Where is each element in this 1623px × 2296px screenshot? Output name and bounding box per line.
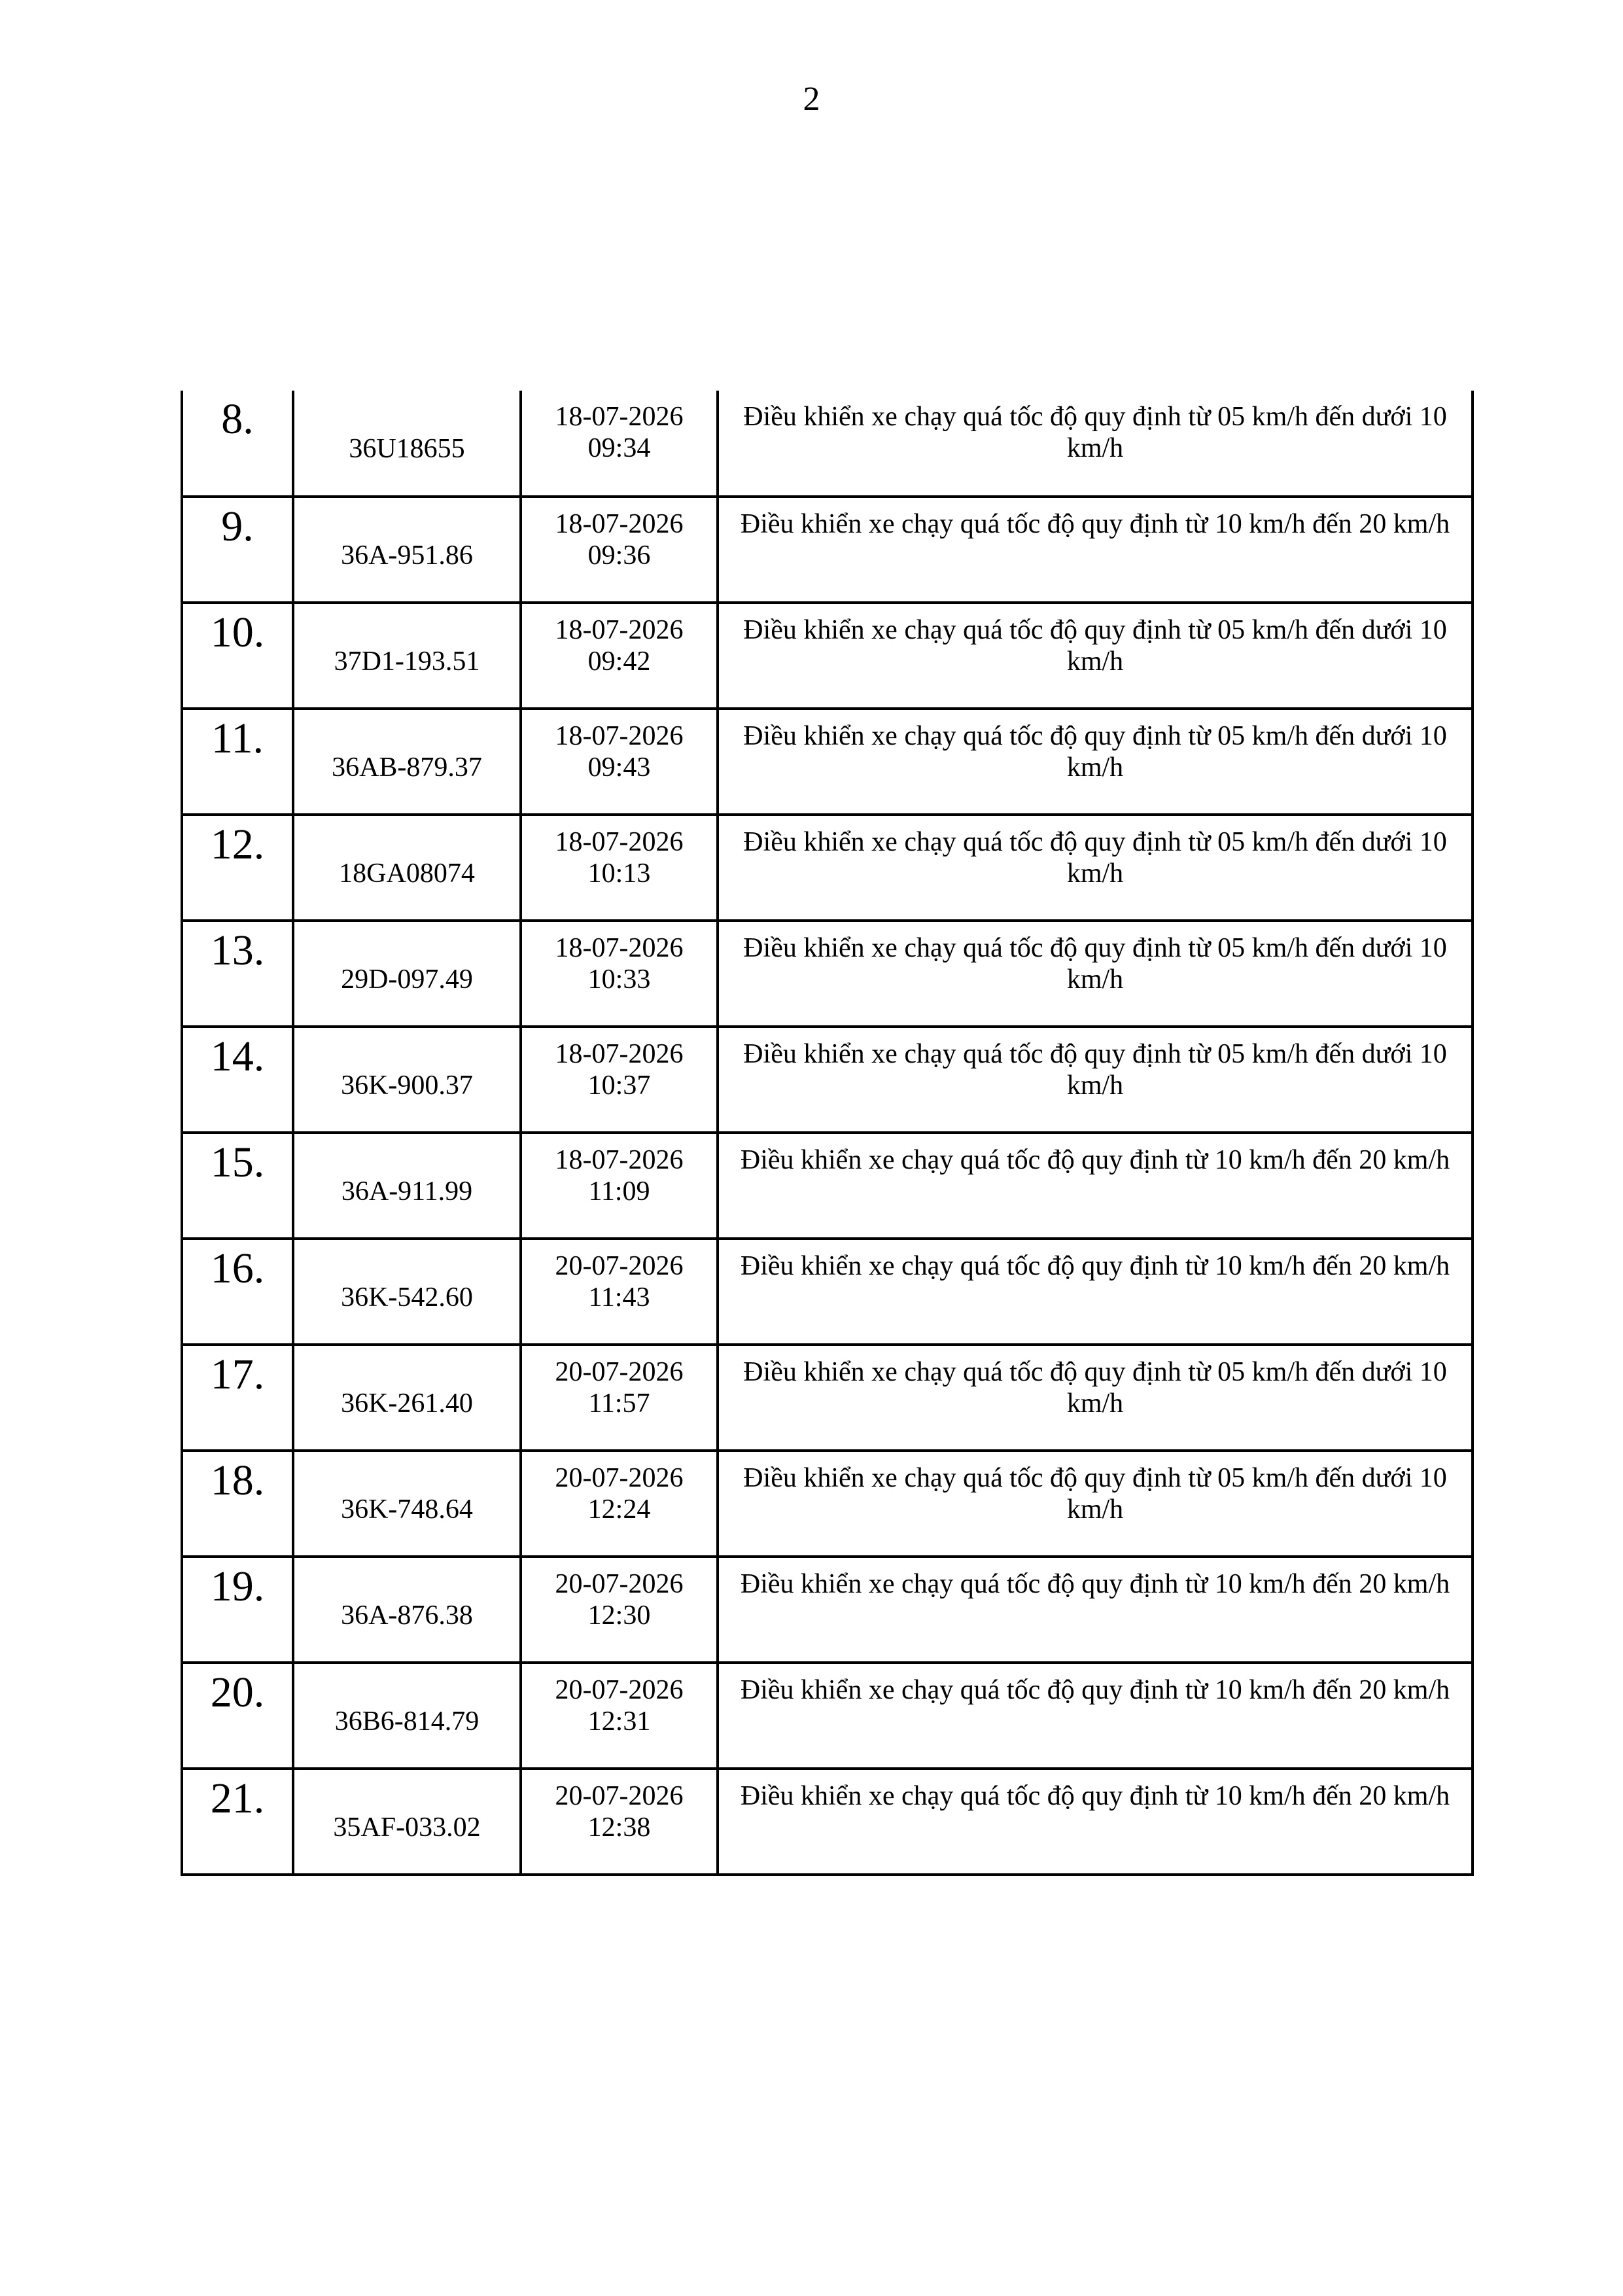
- violation-time: 10:13: [587, 858, 651, 889]
- table-row: [182, 1663, 1473, 1769]
- row-number: 21.: [182, 1769, 293, 1875]
- violation-date: 20-07-2026: [555, 1675, 684, 1705]
- violation-date: 18-07-2026: [555, 1145, 684, 1175]
- table-row: [182, 709, 1473, 815]
- violation-date: 20-07-2026: [555, 1569, 684, 1599]
- table-row: [182, 1769, 1473, 1875]
- table-row: [182, 497, 1473, 603]
- license-plate: 36A-911.99: [293, 1133, 521, 1239]
- row-number: 20.: [182, 1663, 293, 1769]
- violation-time: 09:43: [587, 752, 651, 783]
- violation-datetime: [521, 921, 718, 1027]
- violation-datetime: [521, 1557, 718, 1663]
- violation-datetime: [521, 1133, 718, 1239]
- table-row: [182, 1027, 1473, 1133]
- violation-time: 12:31: [587, 1706, 651, 1737]
- violation-description: Điều khiển xe chạy quá tốc độ quy định từ 05 km/h đến dưới 10 km/h: [718, 1345, 1473, 1451]
- violation-time: 09:36: [587, 540, 651, 571]
- table-row: [182, 1557, 1473, 1663]
- license-plate: 36AB-879.37: [293, 709, 521, 815]
- violation-time: 12:24: [587, 1494, 651, 1525]
- violation-description: Điều khiển xe chạy quá tốc độ quy định từ 10 km/h đến 20 km/h: [718, 497, 1473, 603]
- table-row: [182, 1451, 1473, 1557]
- table-row: [182, 815, 1473, 921]
- violation-datetime: [521, 1239, 718, 1345]
- violation-description: Điều khiển xe chạy quá tốc độ quy định từ 10 km/h đến 20 km/h: [718, 1239, 1473, 1345]
- violation-time: 12:38: [587, 1812, 651, 1843]
- violation-description: Điều khiển xe chạy quá tốc độ quy định từ 05 km/h đến dưới 10 km/h: [718, 921, 1473, 1027]
- violation-date: 18-07-2026: [555, 615, 684, 645]
- violation-time: 11:43: [588, 1282, 650, 1313]
- table-row: [182, 391, 1473, 497]
- violation-datetime: [521, 709, 718, 815]
- table-row: [182, 1239, 1473, 1345]
- violation-description: Điều khiển xe chạy quá tốc độ quy định từ 10 km/h đến 20 km/h: [718, 1769, 1473, 1875]
- row-number: 15.: [182, 1133, 293, 1239]
- table-row: [182, 1133, 1473, 1239]
- violation-datetime: [521, 1663, 718, 1769]
- violation-date: 20-07-2026: [555, 1781, 684, 1811]
- row-number: 14.: [182, 1027, 293, 1133]
- violation-time: 11:57: [588, 1388, 650, 1419]
- license-plate: 36K-261.40: [293, 1345, 521, 1451]
- license-plate: 36B6-814.79: [293, 1663, 521, 1769]
- row-number: 10.: [182, 603, 293, 709]
- violation-date: 18-07-2026: [555, 509, 684, 539]
- row-number: 13.: [182, 921, 293, 1027]
- violation-time: 10:37: [587, 1070, 651, 1101]
- license-plate: 36U18655: [293, 391, 521, 497]
- violation-description: Điều khiển xe chạy quá tốc độ quy định từ 05 km/h đến dưới 10 km/h: [718, 391, 1473, 497]
- license-plate: 36K-542.60: [293, 1239, 521, 1345]
- violation-time: 12:30: [587, 1600, 651, 1631]
- table-row: [182, 603, 1473, 709]
- violation-datetime: [521, 1769, 718, 1875]
- license-plate: 36K-748.64: [293, 1451, 521, 1557]
- violation-time: 10:33: [587, 964, 651, 995]
- row-number: 11.: [182, 709, 293, 815]
- violation-date: 20-07-2026: [555, 1357, 684, 1387]
- violation-date: 18-07-2026: [555, 827, 684, 857]
- row-number: 17.: [182, 1345, 293, 1451]
- violation-description: Điều khiển xe chạy quá tốc độ quy định từ 10 km/h đến 20 km/h: [718, 1133, 1473, 1239]
- violations-table: [181, 391, 1474, 1876]
- license-plate: 37D1-193.51: [293, 603, 521, 709]
- violation-date: 20-07-2026: [555, 1463, 684, 1493]
- violation-description: Điều khiển xe chạy quá tốc độ quy định từ 05 km/h đến dưới 10 km/h: [718, 603, 1473, 709]
- violations-table-body: [182, 391, 1473, 1875]
- violation-datetime: [521, 815, 718, 921]
- violation-description: Điều khiển xe chạy quá tốc độ quy định từ 10 km/h đến 20 km/h: [718, 1557, 1473, 1663]
- violation-description: Điều khiển xe chạy quá tốc độ quy định từ 05 km/h đến dưới 10 km/h: [718, 1027, 1473, 1133]
- violation-description: Điều khiển xe chạy quá tốc độ quy định từ 05 km/h đến dưới 10 km/h: [718, 815, 1473, 921]
- violation-date: 20-07-2026: [555, 1251, 684, 1281]
- license-plate: 36K-900.37: [293, 1027, 521, 1133]
- license-plate: 18GA08074: [293, 815, 521, 921]
- license-plate: 29D-097.49: [293, 921, 521, 1027]
- violation-datetime: [521, 1345, 718, 1451]
- violation-datetime: [521, 1027, 718, 1133]
- violation-date: 18-07-2026: [555, 402, 684, 432]
- violation-time: 11:09: [588, 1176, 650, 1207]
- violation-time: 09:34: [587, 433, 651, 463]
- license-plate: 36A-876.38: [293, 1557, 521, 1663]
- violation-date: 18-07-2026: [555, 1039, 684, 1069]
- table-row: [182, 1345, 1473, 1451]
- row-number: 19.: [182, 1557, 293, 1663]
- row-number: 9.: [182, 497, 293, 603]
- violation-datetime: [521, 1451, 718, 1557]
- page-number: 2: [803, 80, 820, 118]
- violation-datetime: [521, 497, 718, 603]
- row-number: 8.: [182, 391, 293, 497]
- license-plate: 35AF-033.02: [293, 1769, 521, 1875]
- row-number: 16.: [182, 1239, 293, 1345]
- row-number: 12.: [182, 815, 293, 921]
- violation-time: 09:42: [587, 646, 651, 677]
- violation-description: Điều khiển xe chạy quá tốc độ quy định từ 05 km/h đến dưới 10 km/h: [718, 1451, 1473, 1557]
- row-number: 18.: [182, 1451, 293, 1557]
- violation-date: 18-07-2026: [555, 721, 684, 751]
- violation-date: 18-07-2026: [555, 933, 684, 963]
- license-plate: 36A-951.86: [293, 497, 521, 603]
- violation-datetime: [521, 391, 718, 497]
- violation-description: Điều khiển xe chạy quá tốc độ quy định từ 10 km/h đến 20 km/h: [718, 1663, 1473, 1769]
- table-row: [182, 921, 1473, 1027]
- violation-datetime: [521, 603, 718, 709]
- violation-description: Điều khiển xe chạy quá tốc độ quy định từ 05 km/h đến dưới 10 km/h: [718, 709, 1473, 815]
